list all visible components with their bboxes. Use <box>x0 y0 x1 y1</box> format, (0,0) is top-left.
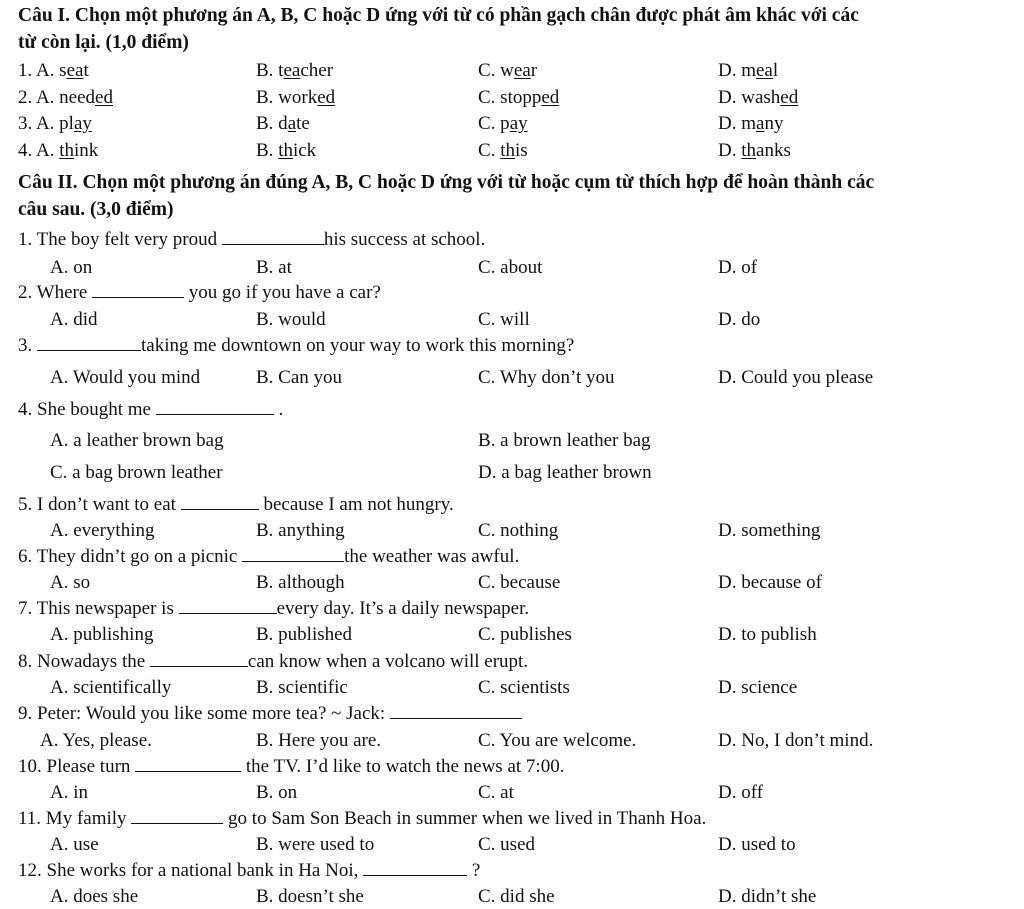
question-text: 3. <box>18 335 37 356</box>
question-text: 12. She works for a national bank in Ha Noi, <box>18 860 364 881</box>
question-text-cont: every day. It’s a daily newspaper. <box>276 598 530 619</box>
s2-q2-stem <box>18 282 381 304</box>
word-part: te <box>296 113 310 134</box>
s2-q4-stem <box>18 399 283 421</box>
s2-q11-option-c[interactable]: C. used <box>478 834 535 855</box>
underlined-part: a <box>287 113 297 134</box>
underlined-part: ea <box>283 60 301 81</box>
s2-q4-option-d[interactable]: D. a bag leather brown <box>478 462 652 483</box>
s2-q8-option-d[interactable]: D. science <box>718 677 798 698</box>
question-text: 2. Where <box>18 282 93 303</box>
word-part: B. work <box>256 87 318 108</box>
s2-q8-stem <box>18 651 528 673</box>
question-text: 8. Nowadays the <box>18 651 150 672</box>
s1-q2-option-d[interactable] <box>718 87 798 109</box>
s2-q7-stem <box>18 598 529 620</box>
s2-q2-option-b[interactable]: B. would <box>256 309 326 330</box>
s2-q5-option-d[interactable]: D. something <box>718 520 821 541</box>
answer-blank[interactable] <box>156 400 274 415</box>
s1-q1-option-d[interactable] <box>718 60 778 82</box>
s1-q4-option-c[interactable] <box>478 140 528 162</box>
s2-q3-option-a[interactable]: A. Would you mind <box>50 367 201 388</box>
s2-q9-stem <box>18 703 522 725</box>
answer-blank[interactable] <box>242 547 344 562</box>
s1-q2-option-b[interactable] <box>256 87 335 109</box>
s2-q3-option-c[interactable]: C. Why don’t you <box>478 367 615 388</box>
s2-q11-option-d[interactable]: D. used to <box>718 834 796 855</box>
word-part: cher <box>300 60 334 81</box>
s2-q3-stem <box>18 335 574 357</box>
s2-q7-option-d[interactable]: D. to publish <box>718 624 817 645</box>
answer-blank[interactable] <box>390 704 522 719</box>
word-part: 3. A. pl <box>18 113 74 134</box>
s2-q11-option-a[interactable]: A. use <box>50 834 99 855</box>
underlined-part: ea <box>756 60 773 81</box>
question-text-cont: ? <box>467 860 481 881</box>
section-2-heading-cont: câu sau. (3,0 điểm) <box>18 199 174 220</box>
s1-q3-option-d[interactable] <box>718 113 783 135</box>
word-part: 1. A. s <box>18 60 67 81</box>
word-part: D. <box>718 140 742 161</box>
word-part: C. w <box>478 60 514 81</box>
question-text: 4. She bought me <box>18 399 156 420</box>
word-part: D. wash <box>718 87 781 108</box>
s2-q1-option-d[interactable]: D. of <box>718 257 758 278</box>
answer-blank[interactable] <box>37 336 141 351</box>
s1-q2-option-c[interactable] <box>478 87 559 109</box>
s2-q4-option-b[interactable]: B. a brown leather bag <box>478 430 651 451</box>
s2-q7-option-c[interactable]: C. publishes <box>478 624 572 645</box>
s2-q6-option-d[interactable]: D. because of <box>718 572 822 593</box>
s2-q3-option-d[interactable]: D. Could you please <box>718 367 874 388</box>
word-part: t <box>83 60 89 81</box>
s2-q2-option-a[interactable]: A. did <box>50 309 98 330</box>
s2-q12-option-c[interactable]: C. did she <box>478 886 555 907</box>
word-part: B. d <box>256 113 288 134</box>
s1-q1-option-a[interactable] <box>18 60 89 82</box>
question-text-cont: the TV. I’d like to watch the news at 7:00. <box>241 756 565 777</box>
answer-blank[interactable] <box>135 757 241 772</box>
s2-q1-option-b[interactable]: B. at <box>256 257 292 278</box>
s2-q6-option-b[interactable]: B. although <box>256 572 345 593</box>
word-part: B. t <box>256 60 284 81</box>
word-part: anks <box>756 140 791 161</box>
answer-blank[interactable] <box>150 652 248 667</box>
s2-q12-option-a[interactable]: A. does she <box>50 886 139 907</box>
s2-q9-option-d[interactable]: D. No, I don’t mind. <box>718 730 874 751</box>
word-part: D. m <box>718 113 756 134</box>
s2-q10-stem <box>18 756 564 778</box>
question-text-cont: can know when a volcano will erupt. <box>247 651 529 672</box>
s2-q5-option-a[interactable]: A. everything <box>50 520 155 541</box>
answer-blank[interactable] <box>181 495 259 510</box>
s2-q5-stem <box>18 494 454 516</box>
s2-q9-option-b[interactable]: B. Here you are. <box>256 730 382 751</box>
underlined-part: ea <box>66 60 84 81</box>
s2-q4-option-c[interactable]: C. a bag brown leather <box>50 462 223 483</box>
word-part: C. stopp <box>478 87 542 108</box>
word-part: B. <box>256 140 279 161</box>
question-text-cont: his success at school. <box>323 229 486 250</box>
s2-q5-option-c[interactable]: C. nothing <box>478 520 559 541</box>
question-text: 10. Please turn <box>18 756 136 777</box>
s1-q1-option-c[interactable] <box>478 60 537 82</box>
question-text-cont: you go if you have a car? <box>184 282 381 303</box>
s2-q3-option-b[interactable]: B. Can you <box>256 367 343 388</box>
s2-q6-option-c[interactable]: C. because <box>478 572 561 593</box>
s2-q9-option-c[interactable]: C. You are welcome. <box>478 730 637 751</box>
word-part: is <box>514 140 528 161</box>
section-1-heading-cont: từ còn lại. (1,0 điểm) <box>18 32 189 53</box>
s2-q5-option-b[interactable]: B. anything <box>256 520 345 541</box>
answer-blank[interactable] <box>92 283 184 298</box>
s2-q11-option-b[interactable]: B. were used to <box>256 834 375 855</box>
s2-q1-stem <box>18 229 485 251</box>
word-part: r <box>530 60 538 81</box>
question-text-cont: taking me downtown on your way to work this morning? <box>141 335 575 356</box>
question-text: 1. The boy felt very proud <box>18 229 222 250</box>
s1-q3-option-c[interactable] <box>478 113 528 135</box>
word-part: C. <box>478 140 501 161</box>
word-part: ny <box>764 113 784 134</box>
s1-q4-option-d[interactable] <box>718 140 791 162</box>
s2-q12-option-d[interactable]: D. didn’t she <box>718 886 817 907</box>
underlined-part: th <box>59 140 74 161</box>
s2-q6-stem <box>18 546 519 568</box>
underlined-part: a <box>756 113 765 134</box>
word-part: l <box>772 60 779 81</box>
question-text-cont: go to Sam Son Beach in summer when we lived in Thanh Hoa. <box>223 808 707 829</box>
s1-q4-option-b[interactable] <box>256 140 316 162</box>
s1-q1-option-b[interactable] <box>256 60 333 82</box>
question-text-cont: because I am not hungry. <box>258 494 454 515</box>
s1-q4-option-a[interactable] <box>18 140 98 162</box>
underlined-part: ed <box>541 87 560 108</box>
s2-q10-option-b[interactable]: B. on <box>256 782 298 803</box>
underlined-part: th <box>500 140 515 161</box>
answer-blank[interactable] <box>363 861 467 876</box>
question-text: 9. Peter: Would you like some more tea? ~ Jack: <box>18 703 390 724</box>
word-part: 4. A. <box>18 140 60 161</box>
s2-q8-option-b[interactable]: B. scientific <box>256 677 348 698</box>
underlined-part: ay <box>509 113 528 134</box>
question-text: 11. My family <box>18 808 132 829</box>
s2-q10-option-d[interactable]: D. off <box>718 782 764 803</box>
section-1-heading: Câu I. Chọn một phương án A, B, C hoặc D ứng với từ có phần gạch chân được phát âm khác với các <box>18 5 859 26</box>
answer-blank[interactable] <box>179 599 277 614</box>
underlined-part: ed <box>780 87 799 108</box>
underlined-part: ed <box>95 87 113 108</box>
s2-q8-option-a[interactable]: A. scientifically <box>50 677 172 698</box>
word-part: D. m <box>718 60 756 81</box>
s2-q9-option-a[interactable]: A. Yes, please. <box>40 730 152 751</box>
s2-q10-option-a[interactable]: A. in <box>50 782 88 803</box>
s2-q2-option-c[interactable]: C. will <box>478 309 530 330</box>
question-text: 6. They didn’t go on a picnic <box>18 546 243 567</box>
word-part: C. p <box>478 113 510 134</box>
s2-q4-option-a[interactable]: A. a leather brown bag <box>50 430 224 451</box>
s2-q1-option-c[interactable]: C. about <box>478 257 543 278</box>
s1-q2-option-a[interactable] <box>18 87 113 109</box>
s2-q2-option-d[interactable]: D. do <box>718 309 761 330</box>
s2-q10-option-c[interactable]: C. at <box>478 782 514 803</box>
s1-q3-option-b[interactable] <box>256 113 310 135</box>
answer-blank[interactable] <box>222 230 324 245</box>
s2-q12-option-b[interactable]: B. doesn’t she <box>256 886 364 907</box>
s2-q1-option-a[interactable]: A. on <box>50 257 93 278</box>
s1-q3-option-a[interactable] <box>18 113 92 135</box>
underlined-part: ed <box>317 87 336 108</box>
underlined-part: ay <box>73 113 92 134</box>
s2-q6-option-a[interactable]: A. so <box>50 572 91 593</box>
question-text: 5. I don’t want to eat <box>18 494 181 515</box>
s2-q11-stem <box>18 808 706 830</box>
question-text: 7. This newspaper is <box>18 598 179 619</box>
answer-blank[interactable] <box>131 809 223 824</box>
word-part: ick <box>292 140 317 161</box>
section-2-heading: Câu II. Chọn một phương án đúng A, B, C hoặc D ứng với từ hoặc cụm từ thích hợp để hoàn thành các <box>18 172 875 193</box>
underlined-part: ea <box>513 60 531 81</box>
question-text-cont: the weather was awful. <box>344 546 520 567</box>
word-part: ink <box>73 140 99 161</box>
underlined-part: th <box>741 140 757 161</box>
underlined-part: th <box>278 140 293 161</box>
s2-q8-option-c[interactable]: C. scientists <box>478 677 570 698</box>
s2-q7-option-a[interactable]: A. publishing <box>50 624 154 645</box>
question-text-cont: . <box>273 399 284 420</box>
s2-q7-option-b[interactable]: B. published <box>256 624 353 645</box>
word-part: 2. A. need <box>18 87 96 108</box>
s2-q12-stem <box>18 860 480 882</box>
